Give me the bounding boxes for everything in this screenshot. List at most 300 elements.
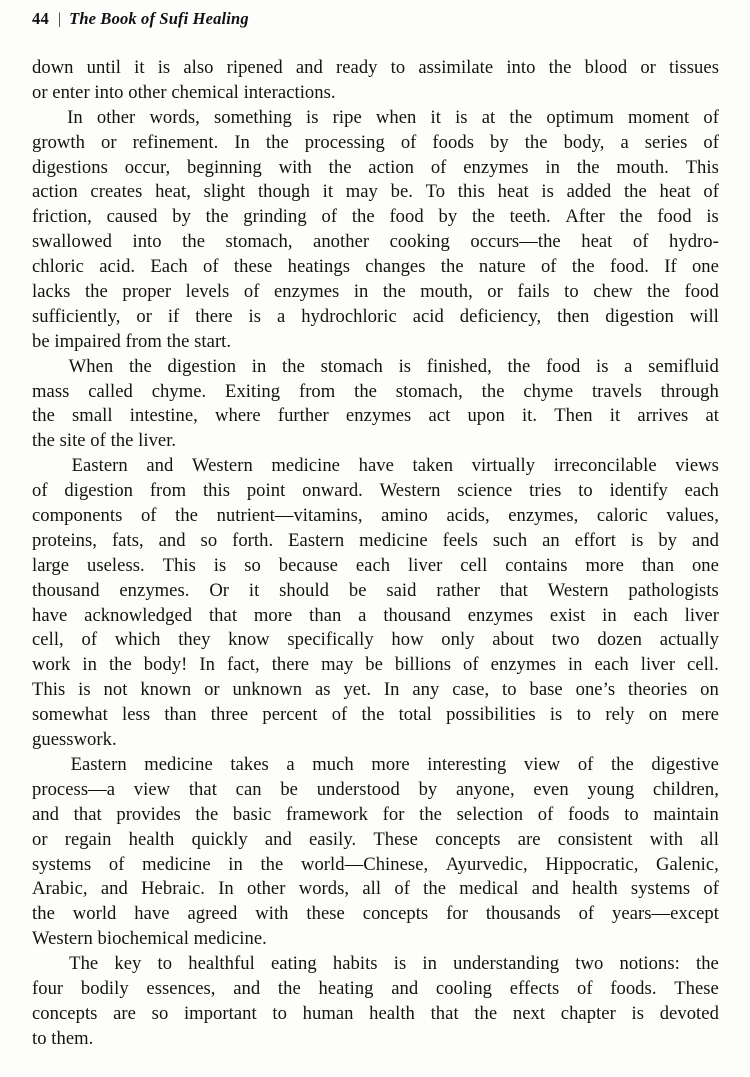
word: useless. bbox=[86, 554, 145, 576]
text-line bbox=[32, 678, 719, 703]
word: unknown bbox=[232, 679, 303, 701]
word: all bbox=[700, 828, 719, 850]
word: may bbox=[321, 654, 354, 676]
word: the bbox=[205, 206, 229, 228]
text-line bbox=[32, 877, 719, 902]
word: into bbox=[132, 231, 162, 253]
word: framework bbox=[286, 803, 369, 825]
word: these bbox=[306, 903, 345, 925]
word: the bbox=[354, 380, 377, 402]
word: of bbox=[632, 231, 649, 253]
word: known bbox=[140, 679, 192, 701]
word: the bbox=[260, 853, 284, 875]
word: systems bbox=[630, 878, 691, 900]
word: a bbox=[358, 604, 367, 626]
text-line bbox=[32, 380, 719, 405]
word: tissues bbox=[669, 57, 719, 78]
word: small bbox=[72, 405, 113, 427]
word: this bbox=[202, 480, 231, 502]
word: digestion bbox=[64, 480, 134, 502]
word: acids, bbox=[446, 505, 490, 527]
word: heatings bbox=[287, 256, 350, 278]
word: something bbox=[213, 106, 292, 128]
text-line bbox=[32, 529, 719, 554]
word: words, bbox=[149, 106, 200, 128]
word: an bbox=[542, 529, 560, 551]
word: less bbox=[122, 704, 151, 726]
word: healthful bbox=[188, 953, 255, 975]
word: or bbox=[136, 305, 152, 327]
word: the bbox=[32, 405, 55, 427]
text-line bbox=[32, 205, 719, 230]
word: Hebraic. bbox=[141, 878, 205, 900]
word: views bbox=[675, 455, 719, 477]
word: proper bbox=[122, 281, 172, 303]
word: these bbox=[233, 256, 273, 278]
word: be. bbox=[390, 181, 413, 203]
word: regain bbox=[64, 828, 112, 850]
word: anyone, bbox=[455, 778, 515, 800]
word: heat bbox=[659, 181, 691, 203]
word: all bbox=[362, 878, 382, 900]
word: the bbox=[361, 704, 385, 726]
word: levels bbox=[185, 281, 230, 303]
word: is bbox=[630, 529, 644, 551]
word: in bbox=[545, 156, 560, 178]
word: and bbox=[233, 977, 261, 999]
word: foods. bbox=[610, 977, 657, 999]
word: easily. bbox=[309, 828, 357, 850]
word: nature bbox=[478, 256, 526, 278]
word: the bbox=[623, 181, 647, 203]
word: through bbox=[660, 380, 719, 402]
word: interesting bbox=[427, 753, 507, 775]
word: with bbox=[278, 156, 312, 178]
word: be bbox=[348, 579, 367, 601]
word: the bbox=[195, 803, 219, 825]
word: beginning bbox=[186, 156, 262, 178]
word: the bbox=[509, 106, 533, 128]
word: in bbox=[602, 604, 617, 626]
word: digestion bbox=[605, 305, 674, 327]
word: be bbox=[280, 778, 298, 800]
word: have bbox=[134, 903, 170, 925]
word: is bbox=[631, 1002, 645, 1024]
word: The bbox=[69, 953, 99, 975]
word: provides bbox=[116, 803, 181, 825]
word: Eastern bbox=[70, 753, 127, 775]
word: even bbox=[533, 778, 569, 800]
word: when bbox=[375, 106, 417, 128]
word: in bbox=[567, 654, 583, 676]
word: one bbox=[691, 554, 719, 576]
word: components bbox=[32, 505, 123, 527]
word: have bbox=[358, 455, 394, 477]
word: digestion bbox=[167, 355, 237, 377]
text-line bbox=[32, 579, 719, 604]
word: of bbox=[703, 181, 719, 203]
text-line: or enter into other chemical interactions. bbox=[32, 81, 336, 103]
word: effects bbox=[509, 977, 560, 999]
word: enzymes bbox=[490, 654, 556, 676]
word: of bbox=[703, 131, 719, 153]
word: of bbox=[400, 131, 417, 153]
word: than bbox=[641, 554, 675, 576]
word: words, bbox=[298, 878, 350, 900]
word: chyme bbox=[523, 380, 574, 402]
word: is bbox=[157, 57, 171, 78]
word: may bbox=[345, 181, 378, 203]
word: or bbox=[487, 281, 503, 303]
word: acid. bbox=[99, 256, 136, 278]
word: process—a bbox=[32, 778, 116, 800]
word: it bbox=[322, 181, 334, 203]
word: pathologists bbox=[628, 579, 719, 601]
word: chew bbox=[593, 281, 633, 303]
word: another bbox=[313, 231, 370, 253]
word: identify bbox=[609, 480, 668, 502]
word: on bbox=[700, 679, 719, 701]
word: by bbox=[658, 529, 678, 551]
word: contains bbox=[505, 554, 568, 576]
text-line bbox=[32, 355, 719, 380]
word: health bbox=[571, 878, 618, 900]
word: the bbox=[182, 231, 205, 253]
word: rather bbox=[436, 579, 480, 601]
word: possibilities bbox=[446, 704, 536, 726]
word: values, bbox=[666, 505, 719, 527]
word: changes bbox=[365, 256, 426, 278]
word: In bbox=[218, 878, 234, 900]
word: takes bbox=[230, 753, 269, 775]
word: by bbox=[438, 206, 458, 228]
text-line bbox=[32, 230, 719, 255]
word: enzymes, bbox=[508, 505, 579, 527]
word: In bbox=[234, 131, 250, 153]
text-line bbox=[32, 106, 719, 131]
word: of bbox=[394, 878, 410, 900]
word: a bbox=[286, 753, 295, 775]
text-line bbox=[32, 180, 719, 205]
word: that bbox=[188, 778, 217, 800]
word: enzymes bbox=[467, 604, 534, 626]
text-line bbox=[32, 131, 719, 156]
word: proteins, bbox=[32, 529, 98, 551]
word: be bbox=[365, 654, 383, 676]
word: acknowledged bbox=[84, 604, 193, 626]
body-text bbox=[32, 56, 719, 1052]
word: Or bbox=[209, 579, 230, 601]
text-line bbox=[32, 604, 719, 629]
word: important bbox=[183, 1002, 257, 1024]
word: and bbox=[691, 529, 719, 551]
word: in bbox=[82, 654, 97, 676]
word: billions bbox=[394, 654, 452, 676]
word: concepts bbox=[32, 1002, 98, 1024]
text-line bbox=[32, 952, 719, 977]
word: mass bbox=[32, 380, 70, 402]
word: Western bbox=[191, 455, 253, 477]
word: systems bbox=[32, 853, 92, 875]
word: so bbox=[200, 529, 218, 551]
word: and bbox=[295, 57, 323, 78]
word: stomach bbox=[320, 355, 383, 377]
word: thousands bbox=[485, 903, 561, 925]
word: Then bbox=[554, 405, 593, 427]
word: if bbox=[167, 305, 180, 327]
word: refinement. bbox=[132, 131, 219, 153]
word: concepts bbox=[435, 828, 501, 850]
word: These bbox=[674, 977, 719, 999]
word: much bbox=[312, 753, 354, 775]
word: Western bbox=[547, 579, 609, 601]
word: percent bbox=[262, 704, 318, 726]
word: though bbox=[257, 181, 310, 203]
word: In bbox=[67, 106, 83, 128]
word: and bbox=[100, 878, 128, 900]
word: medicine bbox=[144, 753, 213, 775]
word: the bbox=[108, 654, 132, 676]
word: and bbox=[146, 455, 174, 477]
word: where bbox=[215, 405, 261, 427]
word: In bbox=[199, 654, 215, 676]
word: and bbox=[32, 803, 59, 825]
word: and bbox=[264, 828, 292, 850]
word: there bbox=[195, 305, 233, 327]
word: occur, bbox=[124, 156, 171, 178]
word: is bbox=[541, 181, 554, 203]
word: more bbox=[371, 753, 410, 775]
word: heat bbox=[497, 181, 529, 203]
text-line bbox=[32, 404, 719, 429]
word: lacks bbox=[32, 281, 71, 303]
word: ready bbox=[335, 57, 378, 78]
word: world—Chinese, bbox=[300, 853, 429, 875]
word: so bbox=[244, 554, 261, 576]
word: or bbox=[204, 679, 220, 701]
text-line bbox=[32, 778, 719, 803]
word: the bbox=[282, 355, 305, 377]
text-line bbox=[32, 902, 719, 927]
word: fails bbox=[517, 281, 550, 303]
word: enzymes bbox=[463, 156, 529, 178]
word: and bbox=[158, 529, 186, 551]
text-line bbox=[32, 56, 719, 81]
word: is bbox=[549, 704, 563, 726]
word: of bbox=[331, 704, 348, 726]
word: added bbox=[566, 181, 612, 203]
word: chloric bbox=[32, 256, 84, 278]
word: are bbox=[113, 1002, 136, 1024]
word: Each bbox=[150, 256, 188, 278]
word: key bbox=[114, 953, 142, 975]
word: of bbox=[203, 256, 219, 278]
word: deficiency, bbox=[459, 305, 542, 327]
word: slight bbox=[203, 181, 246, 203]
word: caloric bbox=[596, 505, 648, 527]
word: for bbox=[446, 903, 468, 925]
word: young bbox=[587, 778, 635, 800]
text-line bbox=[32, 504, 719, 529]
word: point bbox=[246, 480, 286, 502]
word: to bbox=[576, 704, 592, 726]
word: stomach, bbox=[395, 380, 463, 402]
word: foods bbox=[568, 803, 610, 825]
word: liver bbox=[684, 604, 719, 626]
word: occurs—the bbox=[470, 231, 561, 253]
word: the bbox=[423, 878, 447, 900]
word: or bbox=[32, 828, 48, 850]
word: further bbox=[277, 405, 329, 427]
word: it bbox=[609, 405, 621, 427]
word: down bbox=[32, 57, 74, 78]
word: to bbox=[157, 953, 173, 975]
word: processing bbox=[304, 131, 385, 153]
word: basic bbox=[232, 803, 272, 825]
word: on bbox=[648, 704, 668, 726]
word: or bbox=[640, 57, 656, 78]
word: teeth. bbox=[509, 206, 551, 228]
word: This bbox=[162, 554, 196, 576]
word: To bbox=[425, 181, 446, 203]
word: health bbox=[369, 1002, 415, 1024]
word: this bbox=[457, 181, 485, 203]
word: is bbox=[78, 679, 91, 701]
word: cooling bbox=[435, 977, 493, 999]
word: how bbox=[391, 629, 424, 651]
running-header bbox=[32, 9, 718, 33]
word: is bbox=[455, 106, 468, 128]
word: swallowed bbox=[32, 231, 112, 253]
word: in bbox=[353, 281, 369, 303]
word: hydrochloric bbox=[301, 305, 397, 327]
word: than bbox=[309, 604, 342, 626]
word: theories bbox=[627, 679, 688, 701]
word: forth. bbox=[232, 529, 274, 551]
word: to bbox=[564, 281, 579, 303]
page-number: 44 bbox=[32, 9, 49, 28]
word: irreconcilable bbox=[553, 455, 657, 477]
word: from bbox=[298, 380, 336, 402]
word: case, bbox=[452, 679, 490, 701]
word: acid bbox=[412, 305, 444, 327]
word: each bbox=[684, 480, 719, 502]
word: the bbox=[277, 977, 301, 999]
text-line bbox=[32, 305, 719, 330]
word: actually bbox=[659, 629, 719, 651]
word: the bbox=[328, 156, 352, 178]
word: there bbox=[271, 654, 310, 676]
word: at bbox=[705, 405, 719, 427]
word: friction, bbox=[32, 206, 92, 228]
word: of bbox=[140, 505, 157, 527]
word: by bbox=[172, 206, 191, 228]
word: exist bbox=[549, 604, 586, 626]
word: also bbox=[183, 57, 214, 78]
word: assimilate bbox=[418, 57, 494, 78]
word: it bbox=[134, 57, 145, 78]
word: food bbox=[546, 355, 581, 377]
word: into bbox=[506, 57, 536, 78]
word: with bbox=[649, 828, 684, 850]
word: for bbox=[382, 803, 405, 825]
word: Galenic, bbox=[656, 853, 719, 875]
word: by bbox=[418, 778, 438, 800]
word: base bbox=[529, 679, 563, 701]
word: enzymes. bbox=[119, 579, 190, 601]
word: is bbox=[706, 206, 719, 228]
word: with bbox=[255, 903, 289, 925]
word: one bbox=[691, 256, 719, 278]
word: a bbox=[624, 355, 633, 377]
word: each bbox=[633, 604, 668, 626]
word: of bbox=[463, 654, 479, 676]
word: food bbox=[657, 206, 692, 228]
word: at bbox=[481, 106, 496, 128]
paragraph bbox=[32, 355, 719, 455]
word: not bbox=[103, 679, 128, 701]
word: of bbox=[108, 853, 125, 875]
word: cell, bbox=[32, 629, 64, 651]
word: moment bbox=[627, 106, 690, 128]
word: until bbox=[86, 57, 121, 78]
word: understanding bbox=[453, 953, 560, 975]
word: other bbox=[247, 878, 286, 900]
word: quickly bbox=[191, 828, 248, 850]
word: These bbox=[373, 828, 418, 850]
word: medical bbox=[459, 878, 519, 900]
word: view bbox=[523, 753, 561, 775]
text-line bbox=[32, 554, 719, 579]
word: chyme. bbox=[151, 380, 207, 402]
word: ripened bbox=[226, 57, 283, 78]
word: than bbox=[164, 704, 197, 726]
word: which bbox=[114, 629, 161, 651]
word: effort bbox=[574, 529, 616, 551]
word: more bbox=[253, 604, 293, 626]
word: the bbox=[440, 256, 464, 278]
word: the bbox=[351, 206, 375, 228]
word: any bbox=[412, 679, 440, 701]
word: is bbox=[398, 355, 412, 377]
word: digestive bbox=[651, 753, 719, 775]
word: will bbox=[689, 305, 719, 327]
word: the bbox=[32, 903, 55, 925]
word: In bbox=[383, 679, 400, 701]
word: Ayurvedic, bbox=[445, 853, 528, 875]
word: is bbox=[306, 106, 319, 128]
word: food bbox=[389, 206, 424, 228]
word: the bbox=[474, 1002, 498, 1024]
word: cell. bbox=[687, 654, 719, 676]
text-line bbox=[32, 653, 719, 678]
word: the bbox=[507, 355, 531, 377]
word: growth bbox=[32, 131, 85, 153]
word: Eastern bbox=[71, 455, 128, 477]
word: the bbox=[576, 156, 600, 178]
word: human bbox=[302, 1002, 354, 1024]
word: digestions bbox=[32, 156, 108, 178]
word: finished, bbox=[426, 355, 492, 377]
word: action bbox=[32, 181, 78, 203]
word: then bbox=[557, 305, 590, 327]
word: of bbox=[703, 106, 719, 128]
word: such bbox=[492, 529, 528, 551]
word: liver bbox=[408, 554, 443, 576]
paragraph bbox=[32, 106, 719, 355]
word: series bbox=[644, 131, 688, 153]
word: about bbox=[492, 629, 534, 651]
